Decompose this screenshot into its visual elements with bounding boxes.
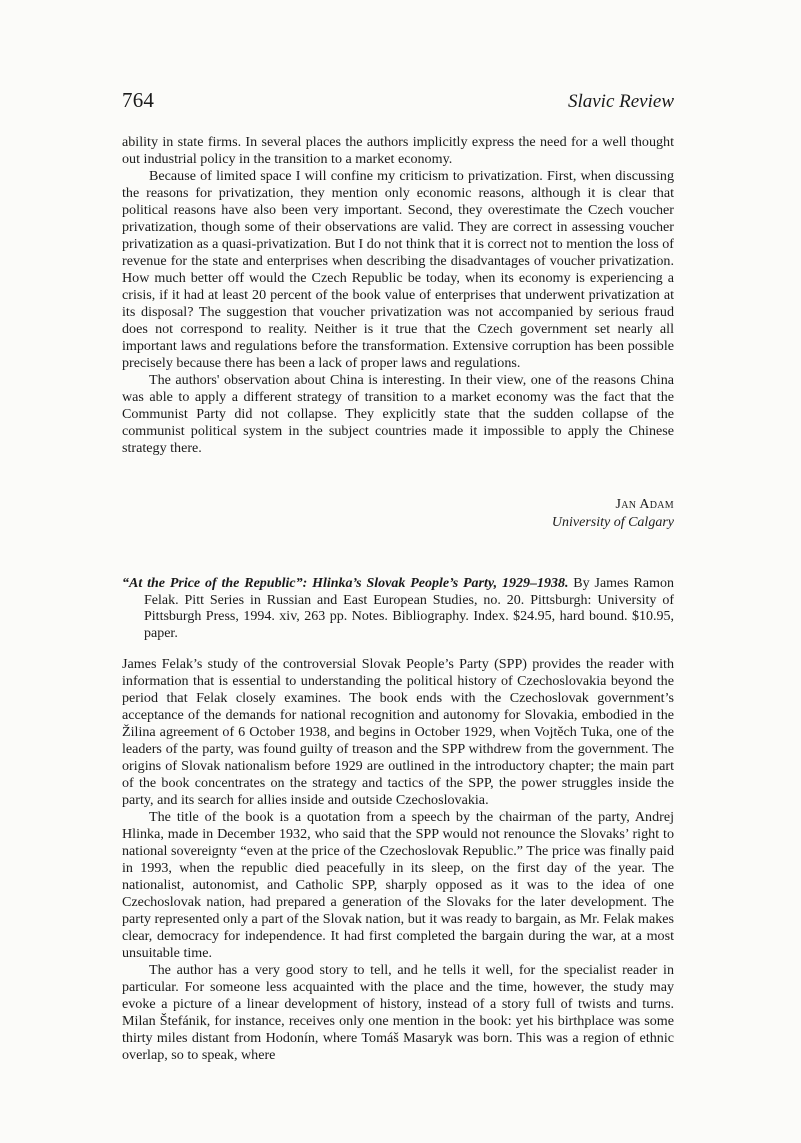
review-2-body (122, 656, 674, 1064)
running-header-journal-title: Slavic Review (567, 91, 674, 112)
paragraph: Because of limited space I will confine my criticism to privatization. First, when discussing the reasons for privatization, they mention only economic reasons, although it is clear that political reasons have also been very important. Second, they overestimate the Czech voucher privatization, though some of their observations are valid. They are correct in assessing voucher privatization as a quasi-privatization. But I do not think that it is correct not to mention the loss of revenue for the state and enterprises when describing the disadvantages of voucher privatization. How much better off would the Czech Republic be today, when its economy is experiencing a crisis, if it had at least 20 percent of the book value of enterprises that underwent privatization at its disposal? The suggestion that voucher privatization was not accompanied by serious fraud does not correspond to reality. Neither is it true that the Czech government set nearly all important laws and regulations before the transformation. Extensive corruption has been possible precisely because there has been a lack of proper laws and regulations. (122, 168, 674, 371)
paragraph: James Felak’s study of the controversial Slovak People’s Party (SPP) provides the reader with information that is essential to understanding the political history of Czechoslovakia beyond the period that Felak closely examines. The book ends with the Czechoslovak government’s acceptance of the demands for national recognition and autonomy for Slovakia, embodied in the Žilina agreement of 6 October 1938, and begins in October 1929, when Vojtěch Tuka, one of the leaders of the party, was found guilty of treason and the SPP withdrew from the government. The origins of Slovak nationalism before 1929 are outlined in the introductory chapter; the main part of the book concentrates on the strategy and tactics of the SPP, the power struggles inside the party, and its search for allies inside and outside Czechoslovakia. (122, 656, 674, 808)
paragraph: ability in state firms. In several places the authors implicitly express the need for a well thought out industrial policy in the transition to a market economy. (122, 134, 674, 167)
page-number: 764 (122, 88, 155, 112)
paragraph: The author has a very good story to tell, and he tells it well, for the specialist reader in particular. For someone less acquainted with the place and the time, however, the study may evoke a picture of a linear development of history, instead of a story full of twists and turns. Milan Štefánik, for instance, receives only one mention in the book: yet his birthplace was some thirty miles distant from Hodonín, where Tomáš Masaryk was born. This was a region of ethnic overlap, so to speak, where (122, 962, 674, 1063)
paragraph: The authors' observation about China is interesting. In their view, one of the reasons China was able to apply a different strategy of transition to a market economy was the fact that the Communist Party did not collapse. They explicitly state that the sudden collapse of the communist political system in the subject countries made it impossible to apply the Chinese strategy there. (122, 372, 674, 456)
book-details: By James Ramon Felak. Pitt Series in Russian and East European Studies, no. 20. Pittsburgh: University of Pittsburgh Press, 1994. xiv, 263 pp. Notes. Bibliography. Index. $24.95, hard bound. $10.95, paper. (144, 576, 675, 641)
book-citation (122, 576, 674, 642)
book-title: “At the Price of the Republic”: Hlinka’s Slovak People’s Party, 1929–1938. (122, 576, 569, 591)
review-1-body (122, 134, 674, 457)
reviewer-signature (374, 496, 674, 532)
reviewer-affiliation: University of Calgary (551, 515, 674, 530)
reviewer-name: Jan Adam (615, 497, 674, 512)
paragraph: The title of the book is a quotation from a speech by the chairman of the party, Andrej Hlinka, made in December 1932, who said that the SPP would not renounce the Slovaks’ right to national sovereignty “even at the price of the Czechoslovak Republic.” The price was finally paid in 1993, when the republic died peacefully in its sleep, on the first day of the year. The nationalist, autonomist, and Catholic SPP, sharply opposed as it was to the idea of one Czechoslovak nation, had prepared a generation of the Slovaks for the later development. The party represented only a part of the Slovak nation, but it was ready to bargain, as Mr. Felak makes clear, democracy for independence. It had first completed the bargain during the war, at a most unsuitable time. (122, 809, 674, 961)
